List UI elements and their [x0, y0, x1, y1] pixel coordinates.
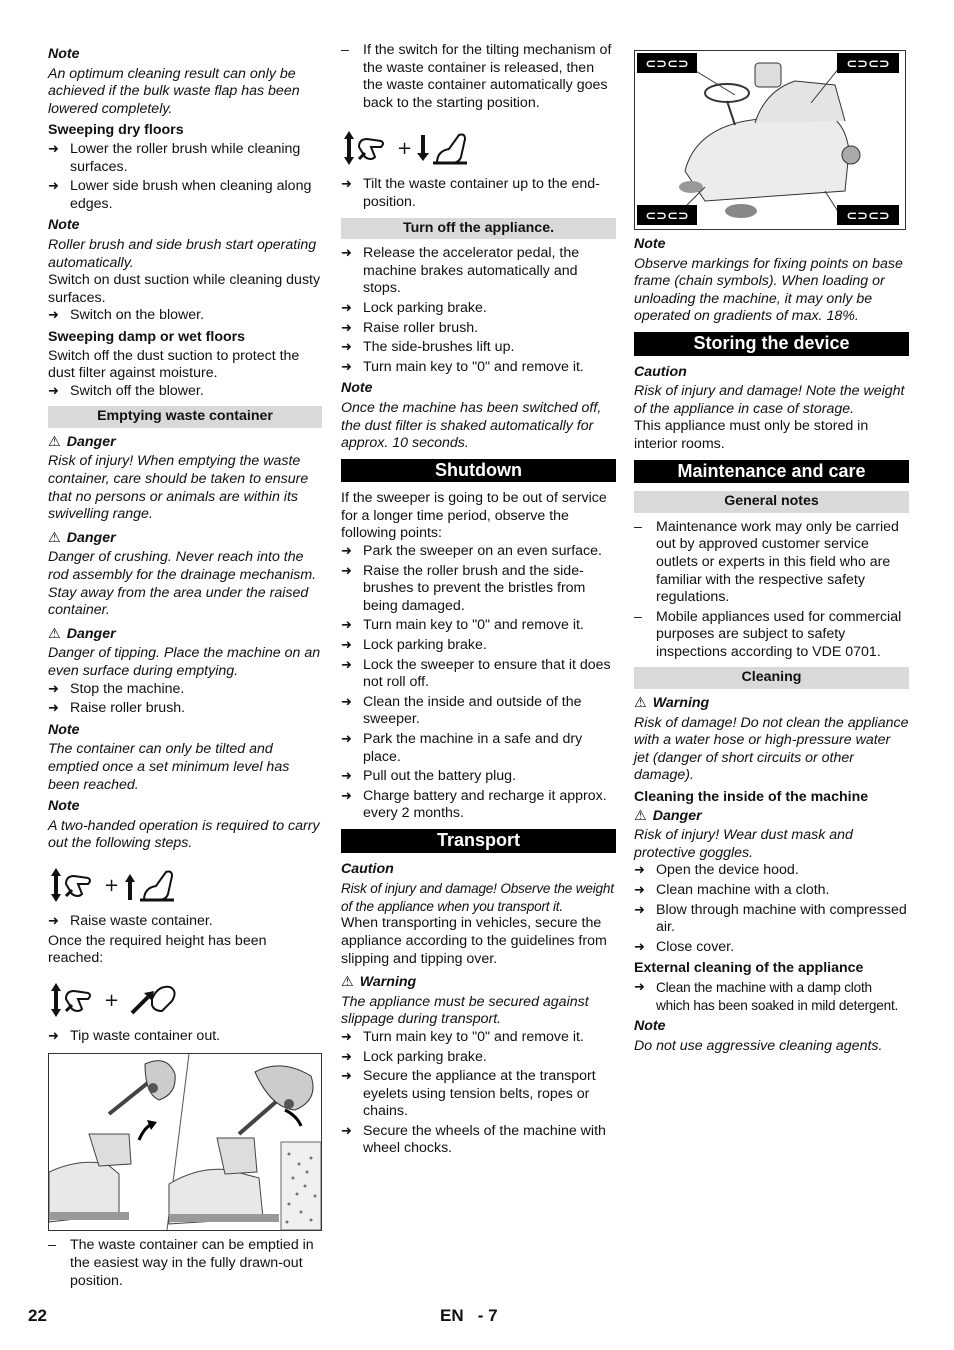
step: ➜ Lower the roller brush while cleaning surfaces. [48, 141, 322, 176]
page-number: 22 [28, 1306, 47, 1325]
section-heading-external: External cleaning of the appliance [634, 960, 864, 977]
hand-lever-down-icon [341, 127, 481, 169]
heading-shutdown: Shutdown [341, 459, 616, 483]
caution-label: Caution [634, 363, 687, 380]
step: ➜ Turn main key to "0" and remove it. [341, 617, 616, 635]
section-heading-dry: Sweeping dry floors [48, 122, 184, 139]
step: ➜ Blow through machine with compressed air. [634, 902, 909, 937]
step: ➜ Raise waste container. [48, 913, 322, 931]
svg-text:+: + [397, 138, 413, 160]
sweeper-chain-points-image [635, 51, 905, 229]
danger-label: ⚠ Danger [48, 625, 116, 642]
step: ➜ Tilt the waste container up to the end-position. [341, 176, 616, 211]
heading-transport: Transport [341, 829, 616, 853]
hand-lever-tip-icon [48, 979, 188, 1021]
note-label: Note [634, 1018, 666, 1035]
step: ➜ Turn main key to "0" and remove it. [341, 1029, 616, 1047]
note-text: Once the machine has been switched off, the dust filter is shaked automatically for approx. 10 seconds. [341, 399, 602, 452]
transport-illustration [634, 50, 906, 230]
note-text: Roller brush and side brush start operating automatically. [48, 236, 317, 271]
note-text: Do not use aggressive cleaning agents. [634, 1037, 883, 1054]
step: ➜ Raise roller brush. [341, 320, 616, 338]
subheading-emptying: Emptying waste container [48, 406, 322, 428]
step: ➜ Lock the sweeper to ensure that it does not roll off. [341, 657, 616, 692]
danger-text: Danger of tipping. Place the machine on an even surface during emptying. [48, 645, 321, 679]
subheading-general: General notes [634, 491, 909, 513]
body-text: Switch on dust suction while cleaning dusty surfaces. [48, 272, 321, 306]
dash-item: – Maintenance work may only be carried out by approved customer service outlets or experts in this field who are familiar with the respective safety regulations. [634, 519, 909, 607]
body-text: If the sweeper is going to be out of service for a longer time period, observe the following points: [341, 490, 607, 542]
step: ➜ Secure the wheels of the machine with wheel chocks. [341, 1123, 616, 1158]
danger-label: ⚠ Danger [634, 807, 702, 824]
note-label: Note [48, 217, 80, 234]
step: ➜ Release the accelerator pedal, the machine brakes automatically and stops. [341, 245, 616, 298]
danger-text: Risk of injury! Wear dust mask and protective goggles. [634, 827, 853, 861]
step: ➜ Tip waste container out. [48, 1028, 322, 1046]
svg-text:+: + [104, 874, 120, 896]
subheading-cleaning: Cleaning [634, 667, 909, 689]
step: ➜ Lower side brush when cleaning along edges. [48, 178, 322, 213]
danger-text: Danger of crushing. Never reach into the rod assembly for the drainage mechanism. Stay away from the area under the raised container. [48, 549, 317, 619]
heading-maintenance: Maintenance and care [634, 460, 909, 484]
step: ➜ Switch on the blower. [48, 307, 322, 325]
warning-triangle-icon: ⚠ [634, 695, 647, 712]
danger-label: ⚠ Danger [48, 529, 116, 546]
step: ➜ Park the sweeper on an even surface. [341, 543, 616, 561]
subheading-turnoff: Turn off the appliance. [341, 218, 616, 240]
column-middle [341, 42, 616, 1160]
caution-text: Risk of injury and damage! Observe the weight of the appliance when you transport it. [341, 881, 614, 914]
note-label: Note [634, 236, 666, 252]
step: ➜ Park the machine in a safe and dry place. [341, 731, 616, 766]
column-left [48, 42, 322, 1292]
svg-text:⊂⊃⊂⊃: ⊂⊃⊂⊃ [846, 209, 890, 224]
warning-triangle-icon: ⚠ [48, 625, 61, 642]
dash-item: – The waste container can be emptied in the easiest way in the fully drawn-out position. [48, 1237, 322, 1290]
step: ➜ Lock parking brake. [341, 637, 616, 655]
note-label: Note [48, 798, 80, 815]
warning-triangle-icon: ⚠ [634, 807, 647, 824]
danger-label: ⚠ Danger [48, 433, 116, 450]
note-text: The container can only be tilted and emptied once a set minimum level has been reached. [48, 741, 290, 793]
warning-triangle-icon: ⚠ [48, 433, 61, 450]
step: ➜ Clean the inside and outside of the sweeper. [341, 694, 616, 729]
step: ➜ Pull out the battery plug. [341, 768, 616, 786]
svg-text:⊂⊃⊂⊃: ⊂⊃⊂⊃ [645, 57, 689, 72]
hand-lever-up-icon [48, 864, 188, 906]
step: ➜ Raise roller brush. [48, 700, 322, 718]
section-heading-damp: Sweeping damp or wet floors [48, 328, 246, 345]
raise-controls-icons [48, 863, 322, 907]
body-text: When transporting in vehicles, secure the appliance according to the guidelines from slipping and tipping over. [341, 915, 607, 967]
tilt-controls-icons [341, 126, 616, 170]
step: ➜ The side-brushes lift up. [341, 339, 616, 357]
heading-storing: Storing the device [634, 332, 909, 356]
sweeper-emptying-image [49, 1054, 321, 1230]
emptying-illustration [48, 1053, 322, 1231]
warning-text: The appliance must be secured against slippage during transport. [341, 993, 589, 1028]
svg-text:+: + [104, 989, 120, 1011]
language-page-label: EN - 7 [440, 1306, 498, 1325]
svg-text:⊂⊃⊂⊃: ⊂⊃⊂⊃ [645, 209, 689, 224]
step: ➜ Switch off the blower. [48, 383, 322, 401]
warning-label: ⚠ Warning [634, 695, 710, 712]
step: ➜ Turn main key to "0" and remove it. [341, 359, 616, 377]
step: ➜ Raise the roller brush and the side-brushes to prevent the bristles from being damaged. [341, 563, 616, 616]
note-label: Note [341, 380, 373, 397]
step: ➜ Lock parking brake. [341, 1049, 616, 1067]
step: ➜ Close cover. [634, 939, 909, 957]
step: ➜ Lock parking brake. [341, 300, 616, 318]
step: ➜ Secure the appliance at the transport eyelets using tension belts, ropes or chains. [341, 1068, 616, 1121]
warning-text: Risk of damage! Do not clean the appliance with a water hose or high-pressure water jet (danger of short circuits or other damage). [634, 714, 909, 784]
step: ➜ Stop the machine. [48, 681, 322, 699]
svg-text:⊂⊃⊂⊃: ⊂⊃⊂⊃ [846, 57, 890, 72]
warning-triangle-icon: ⚠ [341, 974, 354, 991]
body-text: This appliance must only be stored in interior rooms. [634, 418, 869, 452]
caution-text: Risk of injury and damage! Note the weight of the appliance in case of storage. [634, 383, 905, 417]
column-right [634, 42, 909, 1055]
note-text: A two-handed operation is required to carry out the following steps. [48, 817, 320, 852]
note-text: Observe markings for fixing points on base frame (chain symbols). When loading or unloading the machine, it may only be operated on gradients of max. 18%. [634, 255, 903, 325]
section-heading-inside: Cleaning the inside of the machine [634, 789, 869, 806]
step: ➜ Open the device hood. [634, 862, 909, 880]
tip-controls-icons [48, 978, 322, 1022]
note-label: Note [48, 721, 80, 738]
note-label: Note [48, 46, 80, 62]
dash-item: – If the switch for the tilting mechanism of the waste container is released, then the waste container automatically goes back to the starting position. [341, 42, 616, 112]
body-text: Once the required height has been reached: [48, 932, 267, 967]
note-text: An optimum cleaning result can only be achieved if the bulk waste flap has been lowered completely. [48, 65, 300, 117]
step: ➜ Clean machine with a cloth. [634, 882, 909, 900]
step: ➜ Charge battery and recharge it approx. every 2 months. [341, 788, 616, 823]
caution-label: Caution [341, 860, 394, 877]
body-text: Switch off the dust suction to protect the dust filter against moisture. [48, 347, 300, 382]
warning-triangle-icon: ⚠ [48, 529, 61, 546]
step: ➜ Clean the machine with a damp cloth which has been soaked in mild detergent. [634, 979, 909, 1014]
dash-item: – Mobile appliances used for commercial purposes are subject to safety inspections according to VDE 0701. [634, 609, 909, 662]
warning-label: ⚠ Warning [341, 974, 417, 991]
danger-text: Risk of injury! When emptying the waste container, care should be taken to ensure that no persons or animals are within its swivelling range. [48, 453, 309, 523]
